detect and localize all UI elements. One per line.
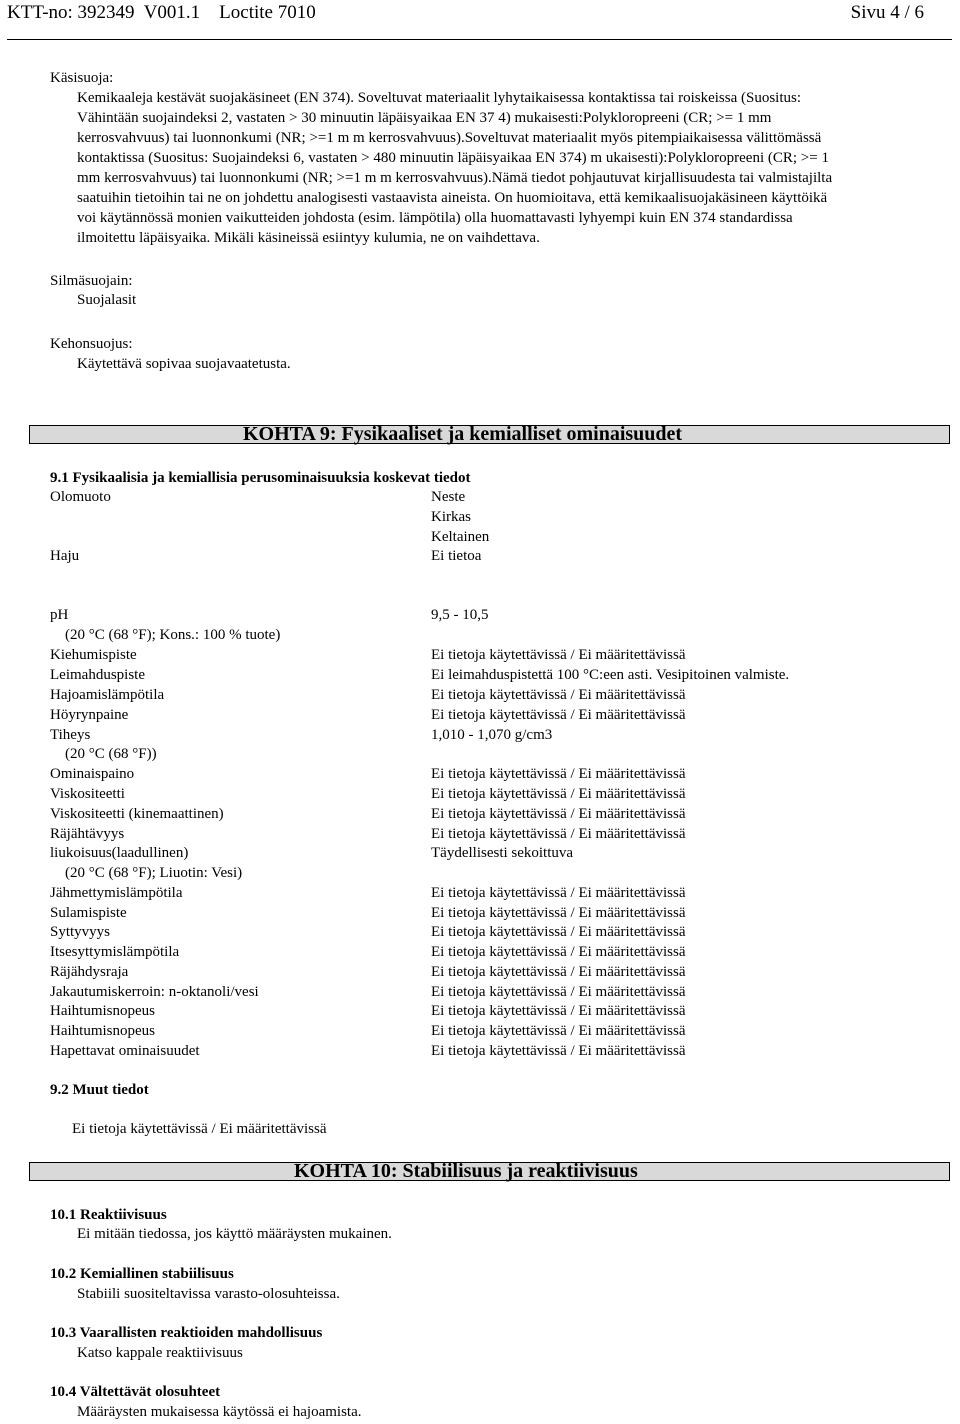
section-10-title: KOHTA 10: Stabiilisuus ja reaktiivisuus [294,1160,638,1182]
property-label: Tiheys [50,727,91,743]
property-value: Neste [431,489,466,505]
property-label: Haihtumisnopeus [50,1023,155,1039]
subsection-10-1-heading: 10.1 Reaktiivisuus [50,1207,167,1223]
paragraph-line: Vähintään suojaindeksi 2, vastaten > 30 minuutin läpäisyaikaa EN 37 4) mukaisesti:Polykloropreeni (CR; >= 1 mm [77,110,772,126]
subsection-10-2-heading: 10.2 Kemiallinen stabiilisuus [50,1266,234,1282]
property-value: Ei tietoja käytettävissä / Ei määritettävissä [431,786,686,802]
property-label: (20 °C (68 °F); Kons.: 100 % tuote) [50,627,281,643]
property-value: Ei tietoja käytettävissä / Ei määritettävissä [431,826,686,842]
property-value: Ei tietoja käytettävissä / Ei määritettävissä [431,687,686,703]
section-9-title: KOHTA 9: Fysikaaliset ja kemialliset ominaisuudet [243,423,683,445]
subsection-9-2-text: Ei tietoja käytettävissä / Ei määritettävissä [72,1121,327,1137]
property-value: Ei tietoja käytettävissä / Ei määritettävissä [431,1003,686,1019]
property-label: Kiehumispiste [50,647,137,663]
property-label: Hajoamislämpötila [50,687,165,703]
property-label: Jähmettymislämpötila [50,885,183,901]
page-number: Sivu 4 / 6 [850,2,924,23]
property-label: (20 °C (68 °F)) [50,746,157,762]
property-label: Itsesyttymislämpötila [50,944,180,960]
property-label: Ominaispaino [50,766,135,782]
property-label: Olomuoto [50,489,111,505]
paragraph-line: saatuihin tietoihin tai ne on johdettu analogisesti vastaavista aineista. On huomioitava, että kemikaalisuojakäsineen käyttöikä [77,190,828,206]
gloves-paragraph [77,88,945,248]
eye-protection-heading: Silmäsuojain: [50,273,133,289]
property-label: Räjähdysraja [50,964,129,980]
subsection-10-2-text: Stabiili suositeltavissa varasto-olosuhteissa. [77,1286,340,1302]
subsection-10-4-heading: 10.4 Vältettävät olosuhteet [50,1384,221,1400]
property-value: Ei tietoja käytettävissä / Ei määritettävissä [431,944,686,960]
header-rule [7,39,952,40]
paragraph-line: voi käytännössä monien vaikutteiden johdosta (esim. lämpötila) olla huomattavasti lyhyempi kuin EN 374 standardissa [77,210,793,226]
property-label: Hapettavat ominaisuudet [50,1043,200,1059]
subsection-10-1-text: Ei mitään tiedossa, jos käyttö määräysten mukainen. [77,1226,392,1242]
property-label: Haihtumisnopeus [50,1003,155,1019]
body-protection-text: Käytettävä sopivaa suojavaatetusta. [77,356,291,372]
property-label: Leimahduspiste [50,667,145,683]
page-header [7,2,952,42]
property-value: Ei tietoja käytettävissä / Ei määritettävissä [431,1043,686,1059]
paragraph-line: ilmoitettu läpäisyaika. Mikäli käsineissä esiintyy kulumia, ne on vaihdettava. [77,230,540,246]
property-label: liukoisuus(laadullinen) [50,845,189,861]
property-value: Ei tietoja käytettävissä / Ei määritettävissä [431,1023,686,1039]
property-value: Ei tietoja käytettävissä / Ei määritettävissä [431,885,686,901]
property-value: Ei tietoja käytettävissä / Ei määritettävissä [431,647,686,663]
property-value: 9,5 - 10,5 [431,607,489,623]
property-value: Ei tietoja käytettävissä / Ei määritettävissä [431,964,686,980]
property-label: Syttyvyys [50,924,111,940]
subsection-10-3-heading: 10.3 Vaarallisten reaktioiden mahdollisuus [50,1325,323,1341]
property-label: Haju [50,548,80,564]
property-value: Ei tietoa [431,548,482,564]
paragraph-line: kerrosvahvuus) tai luonnonkumi (NR; >=1 m m kerrosvahvuus).Soveltuvat materiaalit myös pitempiaikaisessa välittömässä [77,130,822,146]
property-value: Ei tietoja käytettävissä / Ei määritettävissä [431,905,686,921]
paragraph-line: kontaktissa (Suositus: Suojaindeksi 6, vastaten > 480 minuutin läpäisyaikaa EN 374) m ukaisesti):Polykloropreeni (CR; >= 1 [77,150,829,166]
property-label: (20 °C (68 °F); Liuotin: Vesi) [50,865,243,881]
eye-protection-text: Suojalasit [77,292,137,308]
property-value: Ei tietoja käytettävissä / Ei määritettävissä [431,924,686,940]
property-label: Höyrynpaine [50,707,129,723]
property-value: Ei tietoja käytettävissä / Ei määritettävissä [431,984,686,1000]
property-label: Viskositeetti (kinemaattinen) [50,806,224,822]
property-value: 1,010 - 1,070 g/cm3 [431,727,553,743]
document-id: KTT-no: 392349 V001.1 Loctite 7010 [7,2,316,23]
property-label: Sulamispiste [50,905,127,921]
property-label: pH [50,607,69,623]
paragraph-line: Kemikaaleja kestävät suojakäsineet (EN 374). Soveltuvat materiaalit lyhytaikaisessa kontaktissa tai roiskeissa (Suositus: [77,90,801,106]
paragraph-line: mm kerrosvahvuus) tai luonnonkumi (NR; >=1 m m kerrosvahvuus).Nämä tiedot pohjautuvat kirjallisuudesta tai valmistajilta [77,170,833,186]
subsection-10-3-text: Katso kappale reaktiivisuus [77,1345,243,1361]
property-value: Täydellisesti sekoittuva [431,845,574,861]
body-protection-heading: Kehonsuojus: [50,336,133,352]
property-label: Viskositeetti [50,786,125,802]
subsection-9-2-heading: 9.2 Muut tiedot [50,1082,149,1098]
subsection-9-1-heading: 9.1 Fysikaalisia ja kemiallisia perusominaisuuksia koskevat tiedot [50,470,471,486]
subsection-10-4-text: Määräysten mukaisessa käytössä ei hajoamista. [77,1404,362,1420]
property-label: Jakautumiskerroin: n-oktanoli/vesi [50,984,259,1000]
property-value: Ei tietoja käytettävissä / Ei määritettävissä [431,806,686,822]
property-value: Ei tietoja käytettävissä / Ei määritettävissä [431,707,686,723]
property-value: Ei tietoja käytettävissä / Ei määritettävissä [431,766,686,782]
gloves-heading: Käsisuoja: [50,70,114,86]
property-value: Keltainen [431,529,490,545]
property-value: Kirkas [431,509,471,525]
property-label: Räjähtävyys [50,826,125,842]
property-value: Ei leimahduspistettä 100 °C:een asti. Vesipitoinen valmiste. [431,667,790,683]
